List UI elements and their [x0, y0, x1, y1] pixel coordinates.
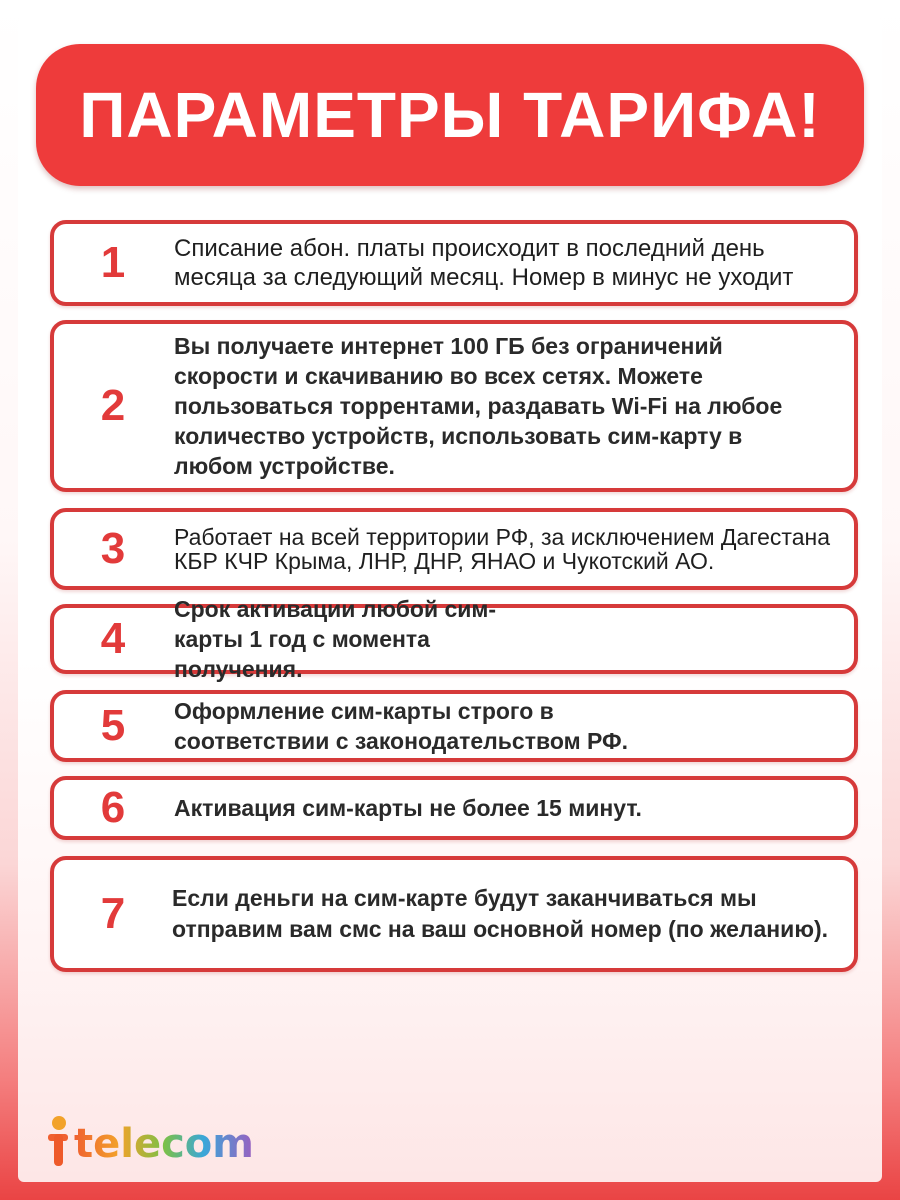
item-text: Оформление сим-карты строго в соответствии с законодательством РФ.: [174, 698, 629, 754]
title-banner: [36, 44, 864, 186]
tariff-item-2: [50, 320, 858, 492]
item-number: 7: [100, 889, 126, 938]
item-text: Вы получаете интернет 100 ГБ без ограничений скорости и скачиванию во всех сетях. Можете пользоваться торрентами, раздавать Wi-Fi на любое количество устройств, использовать сим-карту в любом устройстве.: [174, 333, 783, 479]
item-number: 4: [100, 614, 126, 663]
telecom-logo: [46, 1108, 254, 1168]
tariff-item-6: [50, 776, 858, 840]
item-number: 5: [100, 701, 126, 750]
logo-text: telecom: [74, 1121, 254, 1167]
item-number: 2: [100, 381, 126, 430]
tariff-item-3: [50, 508, 858, 590]
person-icon: [46, 1114, 72, 1168]
page-title: ПАРАМЕТРЫ ТАРИФА!: [79, 79, 821, 151]
item-text: Работает на всей территории РФ, за исключением Дагестана КБР КЧР Крыма, ЛНР, ДНР, ЯНАО и Чукотский АО.: [174, 524, 830, 574]
tariff-item-4: [50, 596, 858, 682]
item-text: Активация сим-карты не более 15 минут.: [174, 795, 642, 821]
tariff-item-5: [50, 690, 858, 762]
tariff-item-7: [50, 856, 858, 972]
item-number: 6: [100, 783, 126, 832]
tariff-item-1: [50, 220, 858, 306]
item-text: Если деньги на сим-карте будут заканчиваться мы отправим вам смс на ваш основной номер (по желанию).: [172, 885, 829, 942]
item-text: Срок активации любой сим-карты 1 год с момента получения.: [174, 596, 497, 682]
item-number: 1: [100, 238, 126, 287]
item-text: Списание абон. платы происходит в последний день месяца за следующий месяц. Номер в минус не уходит: [174, 235, 794, 291]
item-number: 3: [100, 524, 126, 573]
